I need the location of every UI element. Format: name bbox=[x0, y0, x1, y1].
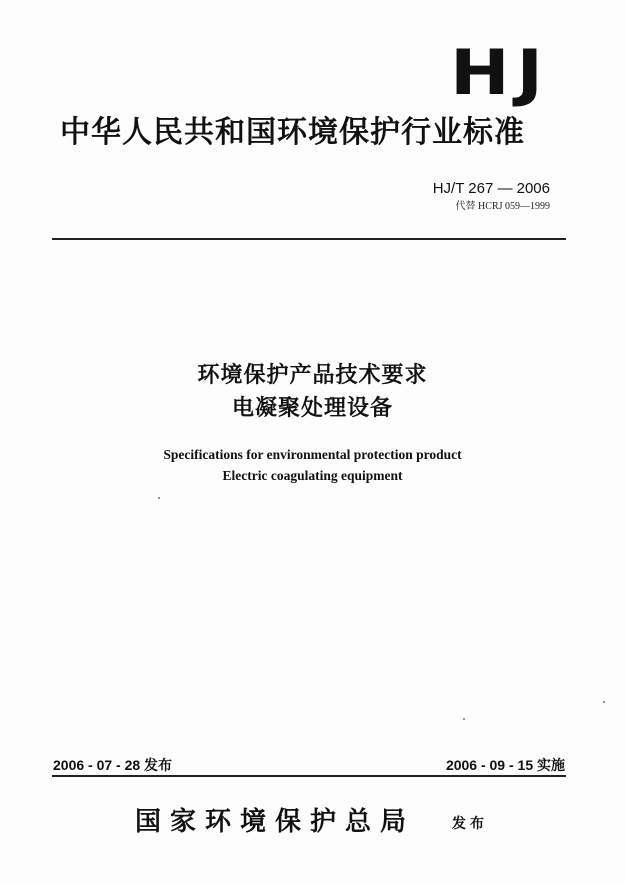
standard-number: HJ/T 267 — 2006 bbox=[432, 180, 550, 197]
issue-date: 2006 - 07 - 28 发布 bbox=[53, 757, 173, 773]
bottom-divider bbox=[52, 775, 566, 777]
standard-category: 中华人民共和国环境保护行业标准 bbox=[60, 115, 525, 150]
top-divider bbox=[52, 238, 566, 240]
replaces-standard: 代替 HCRJ 059—1999 bbox=[455, 201, 550, 212]
title-chinese-line-2: 电凝聚处理设备 bbox=[231, 396, 393, 421]
title-chinese-line-1: 环境保护产品技术要求 bbox=[197, 363, 428, 388]
scan-speck bbox=[158, 497, 160, 499]
scan-speck bbox=[463, 718, 465, 720]
scan-speck bbox=[603, 701, 605, 703]
issued-label: 发布 bbox=[452, 816, 488, 832]
title-english-line-1: Specifications for environmental protection product bbox=[163, 447, 462, 462]
issuing-authority: 国家环境保护总局 bbox=[135, 807, 416, 837]
title-english-line-2: Electric coagulating equipment bbox=[222, 468, 403, 483]
implementation-date: 2006 - 09 - 15 实施 bbox=[445, 757, 565, 773]
hj-logo: HJ bbox=[449, 36, 550, 109]
